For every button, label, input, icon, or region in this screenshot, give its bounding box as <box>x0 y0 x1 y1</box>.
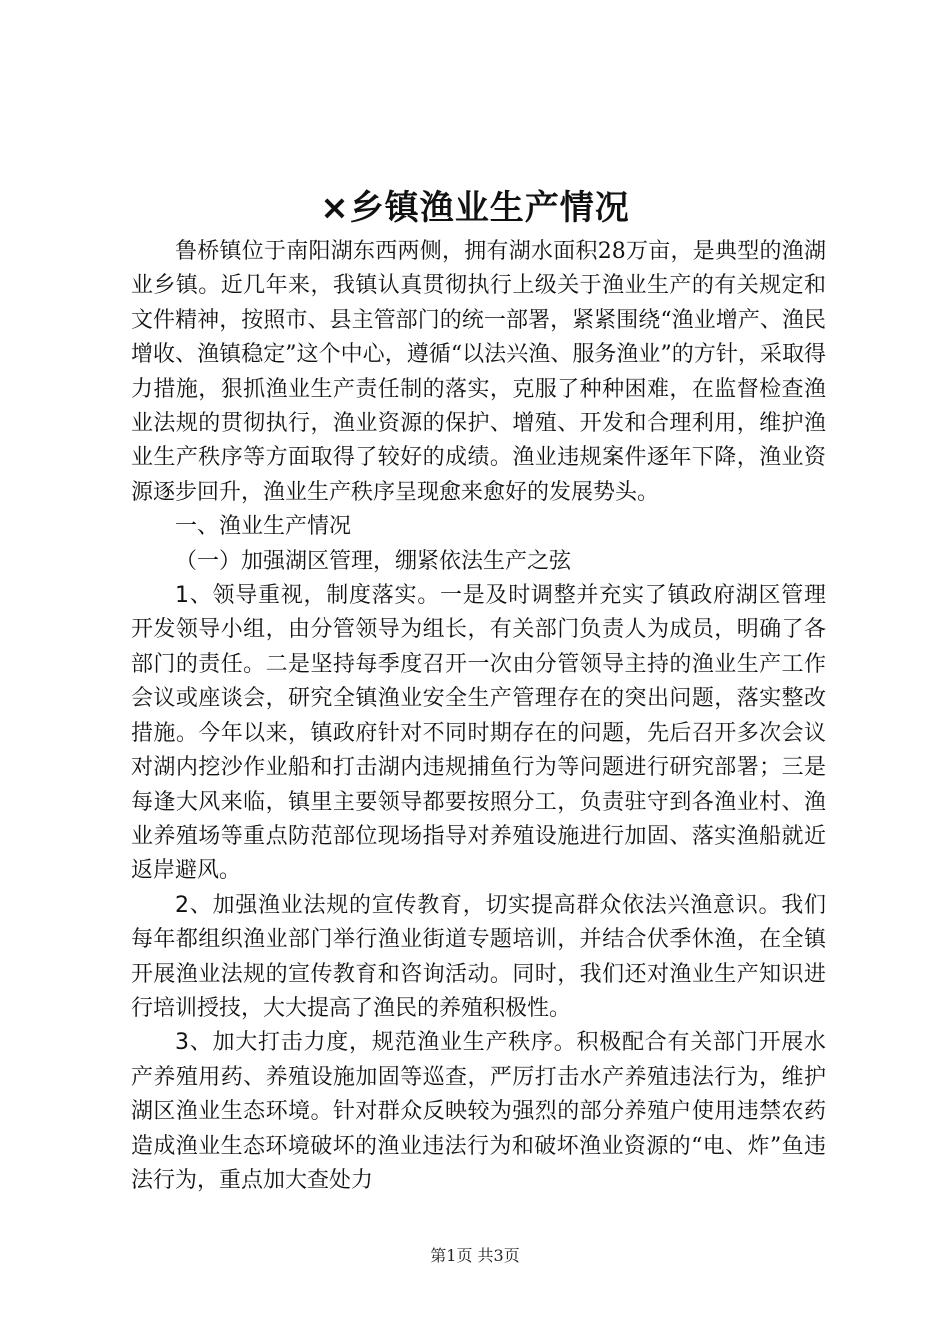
item-paragraph-2 <box>131 889 826 1027</box>
item-paragraph-1 <box>131 579 826 889</box>
item-text-1: 一是及时调整并充实了镇政府湖区管理开发领导小组，由分管领导为组长，有关部门负责人为成员，明确了各部门的责任。二是坚持每季度召开一次由分管领导主持的渔业生产工作会议或座谈会，研究全镇渔业安全生产管理存在的突出问题，落实整改措施。今年以来，镇政府针对不同时期存在的问题，先后召开多次会议对湖内挖沙作业船和打击湖内违规捕鱼行为等问题进行研究部署；三是每逢大风来临，镇里主要领导都要按照分工，负责驻守到各渔业村、渔业养殖场等重点防范部位现场指导对养殖设施进行加固、落实渔船就近返岸避风。 <box>131 583 826 884</box>
item-text-2: 我们每年都组织渔业部门举行渔业街道专题培训，并结合伏季休渔，在全镇开展渔业法规的宣传教育和咨询活动。同时，我们还对渔业生产知识进行培训授技，大大提高了渔民的养殖积极性。 <box>131 892 826 1021</box>
item-paragraph-3 <box>131 1026 826 1198</box>
item-lead-1: 1、领导重视，制度落实。 <box>175 583 440 609</box>
section-heading: 一、渔业生产情况 <box>175 514 352 540</box>
item-lead-2: 2、加强渔业法规的宣传教育，切实提高群众依法兴渔意识。 <box>175 892 782 918</box>
item-text-3: 积极配合有关部门开展水产养殖用药、养殖设施加固等巡查，严厉打击水产养殖违法行为，维护湖区渔业生态环境。针对群众反映较为强烈的部分养殖户使用违禁农药造成渔业生态环境破坏的渔业违法行为和破坏渔业资源的“电、炸”鱼违法行为，重点加大查处力 <box>131 1030 826 1193</box>
item-lead-3: 3、加大打击力度，规范渔业生产秩序。 <box>175 1030 577 1056</box>
subsection-heading: （一）加强湖区管理，绷紧依法生产之弦 <box>175 548 572 574</box>
document-title: ×乡镇渔业生产情况 <box>320 188 630 228</box>
document-body <box>131 235 826 1198</box>
intro-paragraph: 鲁桥镇位于南阳湖东西两侧，拥有湖水面积28万亩，是典型的渔湖业乡镇。近几年来，我镇认真贯彻执行上级关于渔业生产的有关规定和文件精神，按照市、县主管部门的统一部署，紧紧围绕“渔业增产、渔民增收、渔镇稳定”这个中心，遵循“以法兴渔、服务渔业”的方针，采取得力措施，狠抓渔业生产责任制的落实，克服了种种困难，在监督检查渔业法规的贯彻执行，渔业资源的保护、增殖、开发和合理利用，维护渔业生产秩序等方面取得了较好的成绩。渔业违规案件逐年下降，渔业资源逐步回升，渔业生产秩序呈现愈来愈好的发展势头。 <box>131 239 826 505</box>
page-footer: 第1页 共3页 <box>430 1246 520 1265</box>
